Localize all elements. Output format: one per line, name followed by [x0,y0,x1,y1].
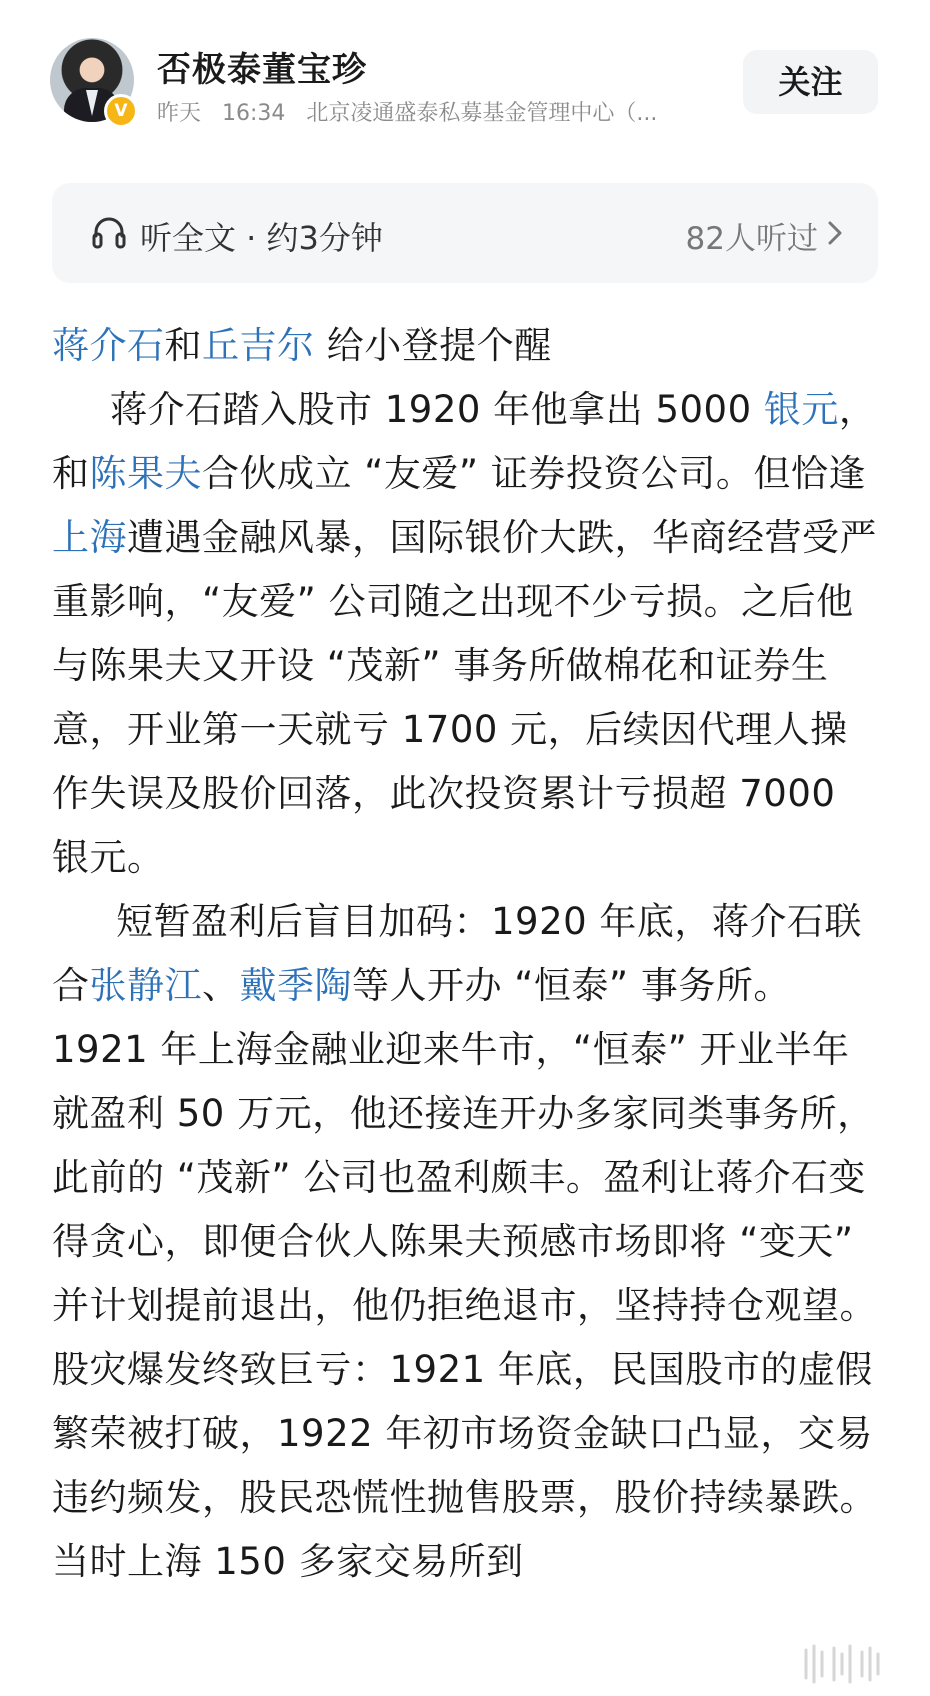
title-text-2: 给小登提个醒 [314,324,552,367]
watermark-icon [798,1640,890,1688]
article-title [52,314,882,378]
bottom-fade [0,1640,930,1696]
p1-text-3: 合伙成立 “友爱” 证券投资公司。但恰逢 [202,452,866,495]
link-daijitao[interactable]: 戴季陶 [239,964,352,1007]
post-date: 昨天 [157,101,202,126]
p2-text-1: 短暂盈利后盲目加码：1920 年底，蒋介石联合 [52,900,862,1007]
link-yinyuan[interactable]: 银元 [763,388,839,431]
link-chenguofu[interactable]: 陈果夫 [89,452,202,495]
verified-badge-icon: V [104,94,138,128]
chevron-right-icon [826,219,844,247]
p1-text-2: ，和 [52,388,877,495]
paragraph-1 [52,378,882,890]
p2-text-2: 、 [202,964,240,1007]
link-zhangjingjiang[interactable]: 张静江 [89,964,202,1007]
paragraph-3 [52,1338,882,1594]
listen-count: 82人听过 [685,221,818,257]
listen-bar[interactable] [52,183,878,283]
p3-text-1: 股灾爆发终致巨亏：1921 年底，民国股市的虚假繁荣被打破，1922 年初市场资金缺口凸显，交易违约频发，股民恐慌性抛售股票，股价持续暴跌。当时上海 150 多家交易所到 [52,1348,877,1583]
p1-text-1: 蒋介石踏入股市 1920 年他拿出 5000 [110,388,764,431]
post-time: 16:34 [222,101,286,126]
follow-button[interactable]: 关注 [743,50,878,114]
post-meta [157,96,717,127]
link-jiangjieshi[interactable]: 蒋介石 [52,324,165,367]
p2-text-3: 等人开办 “恒泰” 事务所。1921 年上海金融业迎来牛市，“恒泰” 开业半年就盈利 50 万元，他还接连开办多家同类事务所，此前的 “茂新” 公司也盈利颇丰。盈利让蒋介石变得贪心，即便合伙人陈果夫预感市场即将 “变天” 并计划提前退出，他仍拒绝退市，坚持持仓观望。 [52,964,877,1327]
link-qiujier[interactable]: 丘吉尔 [202,324,315,367]
paragraph-2 [52,890,882,1338]
title-text: 和 [164,324,202,367]
author-organization: 北京凌通盛泰私募基金管理中心（... [306,101,658,126]
post-header [0,0,930,135]
headphone-icon [90,214,128,252]
listen-label: 听全文 · 约3分钟 [140,219,383,257]
p1-text-4: 遭遇金融风暴，国际银价大跌，华商经营受严重影响，“友爱” 公司随之出现不少亏损。之后他与陈果夫又开设 “茂新” 事务所做棉花和证券生意，开业第一天就亏 1700 元，后续因代理人操作失误及股价回落，此次投资累计亏损超 7000 银元。 [52,516,877,879]
author-name[interactable]: 否极泰董宝珍 [157,50,367,90]
article-body [52,314,882,1594]
link-shanghai[interactable]: 上海 [52,516,127,559]
